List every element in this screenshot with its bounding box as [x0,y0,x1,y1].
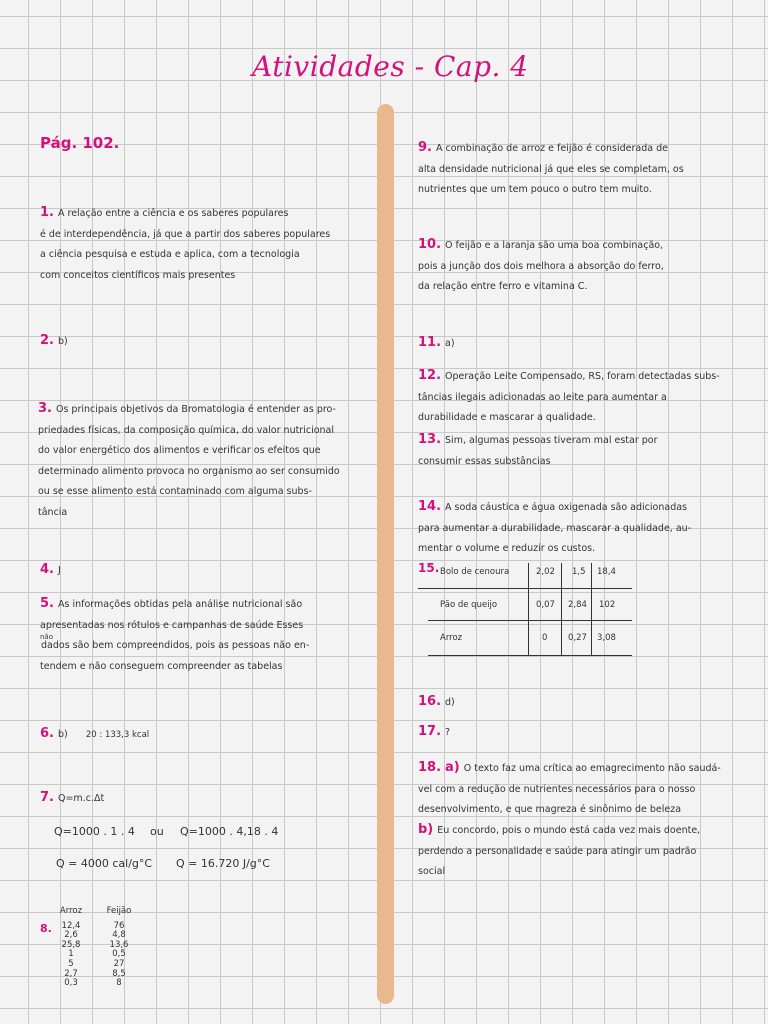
table-cell: 18,4 [597,567,616,577]
nutrition-table [418,561,634,657]
answer-16: 16. d) [418,694,455,709]
answer-6: 6. b) 20 : 133,3 kcal [40,726,150,741]
answer-4: 4. J [40,562,61,577]
table-rule [428,655,632,656]
question-number: 17. [418,724,442,739]
table-cell: Bolo de cenoura [440,567,510,577]
table-cell: 0,27 [568,633,587,643]
table-cell: 102 [599,600,616,610]
feijao-column: Feijão 76 4,8 13,6 0,5 27 8,5 8 [106,906,132,989]
question-number: 6. [40,726,54,741]
question-number: 13. [418,432,442,447]
answer-7-calc2: Q=1000 . 4,18 . 4 [180,825,279,838]
answer-17: 17. ? [418,724,451,739]
question-number: 1. [40,205,54,220]
question-number: 2. [40,333,54,348]
question-number: 12. [418,368,442,383]
question-number: 10. [418,237,442,252]
table-cell: 2,02 [536,567,555,577]
arroz-column: Arroz 12,4 2,6 25,8 1 5 2,7 0,3 [59,906,83,989]
question-number: 5. [40,596,54,611]
answer-7-result2: Q = 16.720 J/g°C [176,857,270,870]
question-number: 3. [38,401,52,416]
table-cell: 0 [542,633,548,643]
table-rule [428,620,632,621]
answer-12: 12. Operação Leite Compensado, RS, foram detectadas subs- tâncias ilegais adicionadas ao leite para aumentar a durabilidade e mascarar a qualidade. [418,368,720,423]
answer-9: 9. A combinação de arroz e feijão é considerada de alta densidade nutricional já que eles se completam, os nutrientes que um tem pouco o outro tem muito. [418,140,684,195]
answer-7-result1: Q = 4000 cal/g°C [56,857,153,870]
answer-7-formula: 7. Q=m.c.Δt [40,790,105,805]
question-number: 11. [418,335,442,350]
table-rule [418,588,632,589]
table-rule [561,563,562,655]
inserted-word: não [40,633,54,641]
table-cell: Pão de queijo [440,600,498,610]
table-cell: 0,07 [536,600,555,610]
column-divider [377,104,394,1004]
page-title: Atividades - Cap. 4 [252,50,529,83]
answer-3: 3. Os principais objetivos da Bromatologia é entender as pro- priedades físicas, da composição química, do valor nutricional do valor energético dos alimentos e verificar os efeitos que determinado alimento provoca no organismo ao ser consumido ou se esse alimento está contaminado com alguma subs- tância [38,401,340,518]
answer-10: 10. O feijão e a laranja são uma boa combinação, pois a junção dos dois melhora a absorção do ferro, da relação entre ferro e vitamina C. [418,237,664,292]
sub-letter: a) [445,760,460,775]
table-cell: 2,84 [568,600,587,610]
question-number: 15. [418,561,440,575]
table-rule [591,563,592,655]
question-number: 9. [418,140,432,155]
answer-18a: 18. a) O texto faz uma crítica ao emagrecimento não saudá- vel com a redução de nutrientes necessários para o nosso desenvolvimento, e que magreza é sinônimo de beleza [418,760,721,815]
table-cell: 1,5 [572,567,586,577]
answer-18b: b) Eu concordo, pois o mundo está cada vez mais doente, perdendo a personalidade e saúde para atingir um padrão social [418,822,701,877]
question-number: 4. [40,562,54,577]
table-cell: Arroz [440,633,463,643]
answer-13: 13. Sim, algumas pessoas tiveram mal estar por consumir essas substâncias [418,432,658,467]
answer-7-calc1: Q=1000 . 1 . 4 [54,825,135,838]
page-label: Pág. 102. [40,134,120,152]
answer-5: 5. As informações obtidas pela análise nutricional são apresentadas nos rótulos e campanhas de saúde Esses $^{não}$dados são bem compreendidos, pois as pessoas não en- tendem e não conseguem compreender as tabelas [40,596,310,672]
answer-11: 11. a) [418,335,455,350]
question-number: 14. [418,499,442,514]
table-cell: 3,08 [597,633,616,643]
answer-2: 2. b) [40,333,68,348]
answer-14: 14. A soda cáustica e água oxigenada são adicionadas para aumentar a durabilidade, mascarar a qualidade, au- mentar o volume e reduzir os custos. [418,499,692,554]
question-number: 18. [418,760,442,775]
question-number: 16. [418,694,442,709]
table-rule [528,563,529,655]
question-number: 7. [40,790,54,805]
answer-1: 1. A relação entre a ciência e os saberes populares é de interdependência, já que a partir dos saberes populares a ciência pesquisa e estuda e aplica, com a tecnologia com conceitos científicos mais presentes [40,205,331,281]
sub-letter: b) [418,822,434,837]
question-number: 8. [40,922,52,935]
answer-7-or: ou [150,825,164,838]
